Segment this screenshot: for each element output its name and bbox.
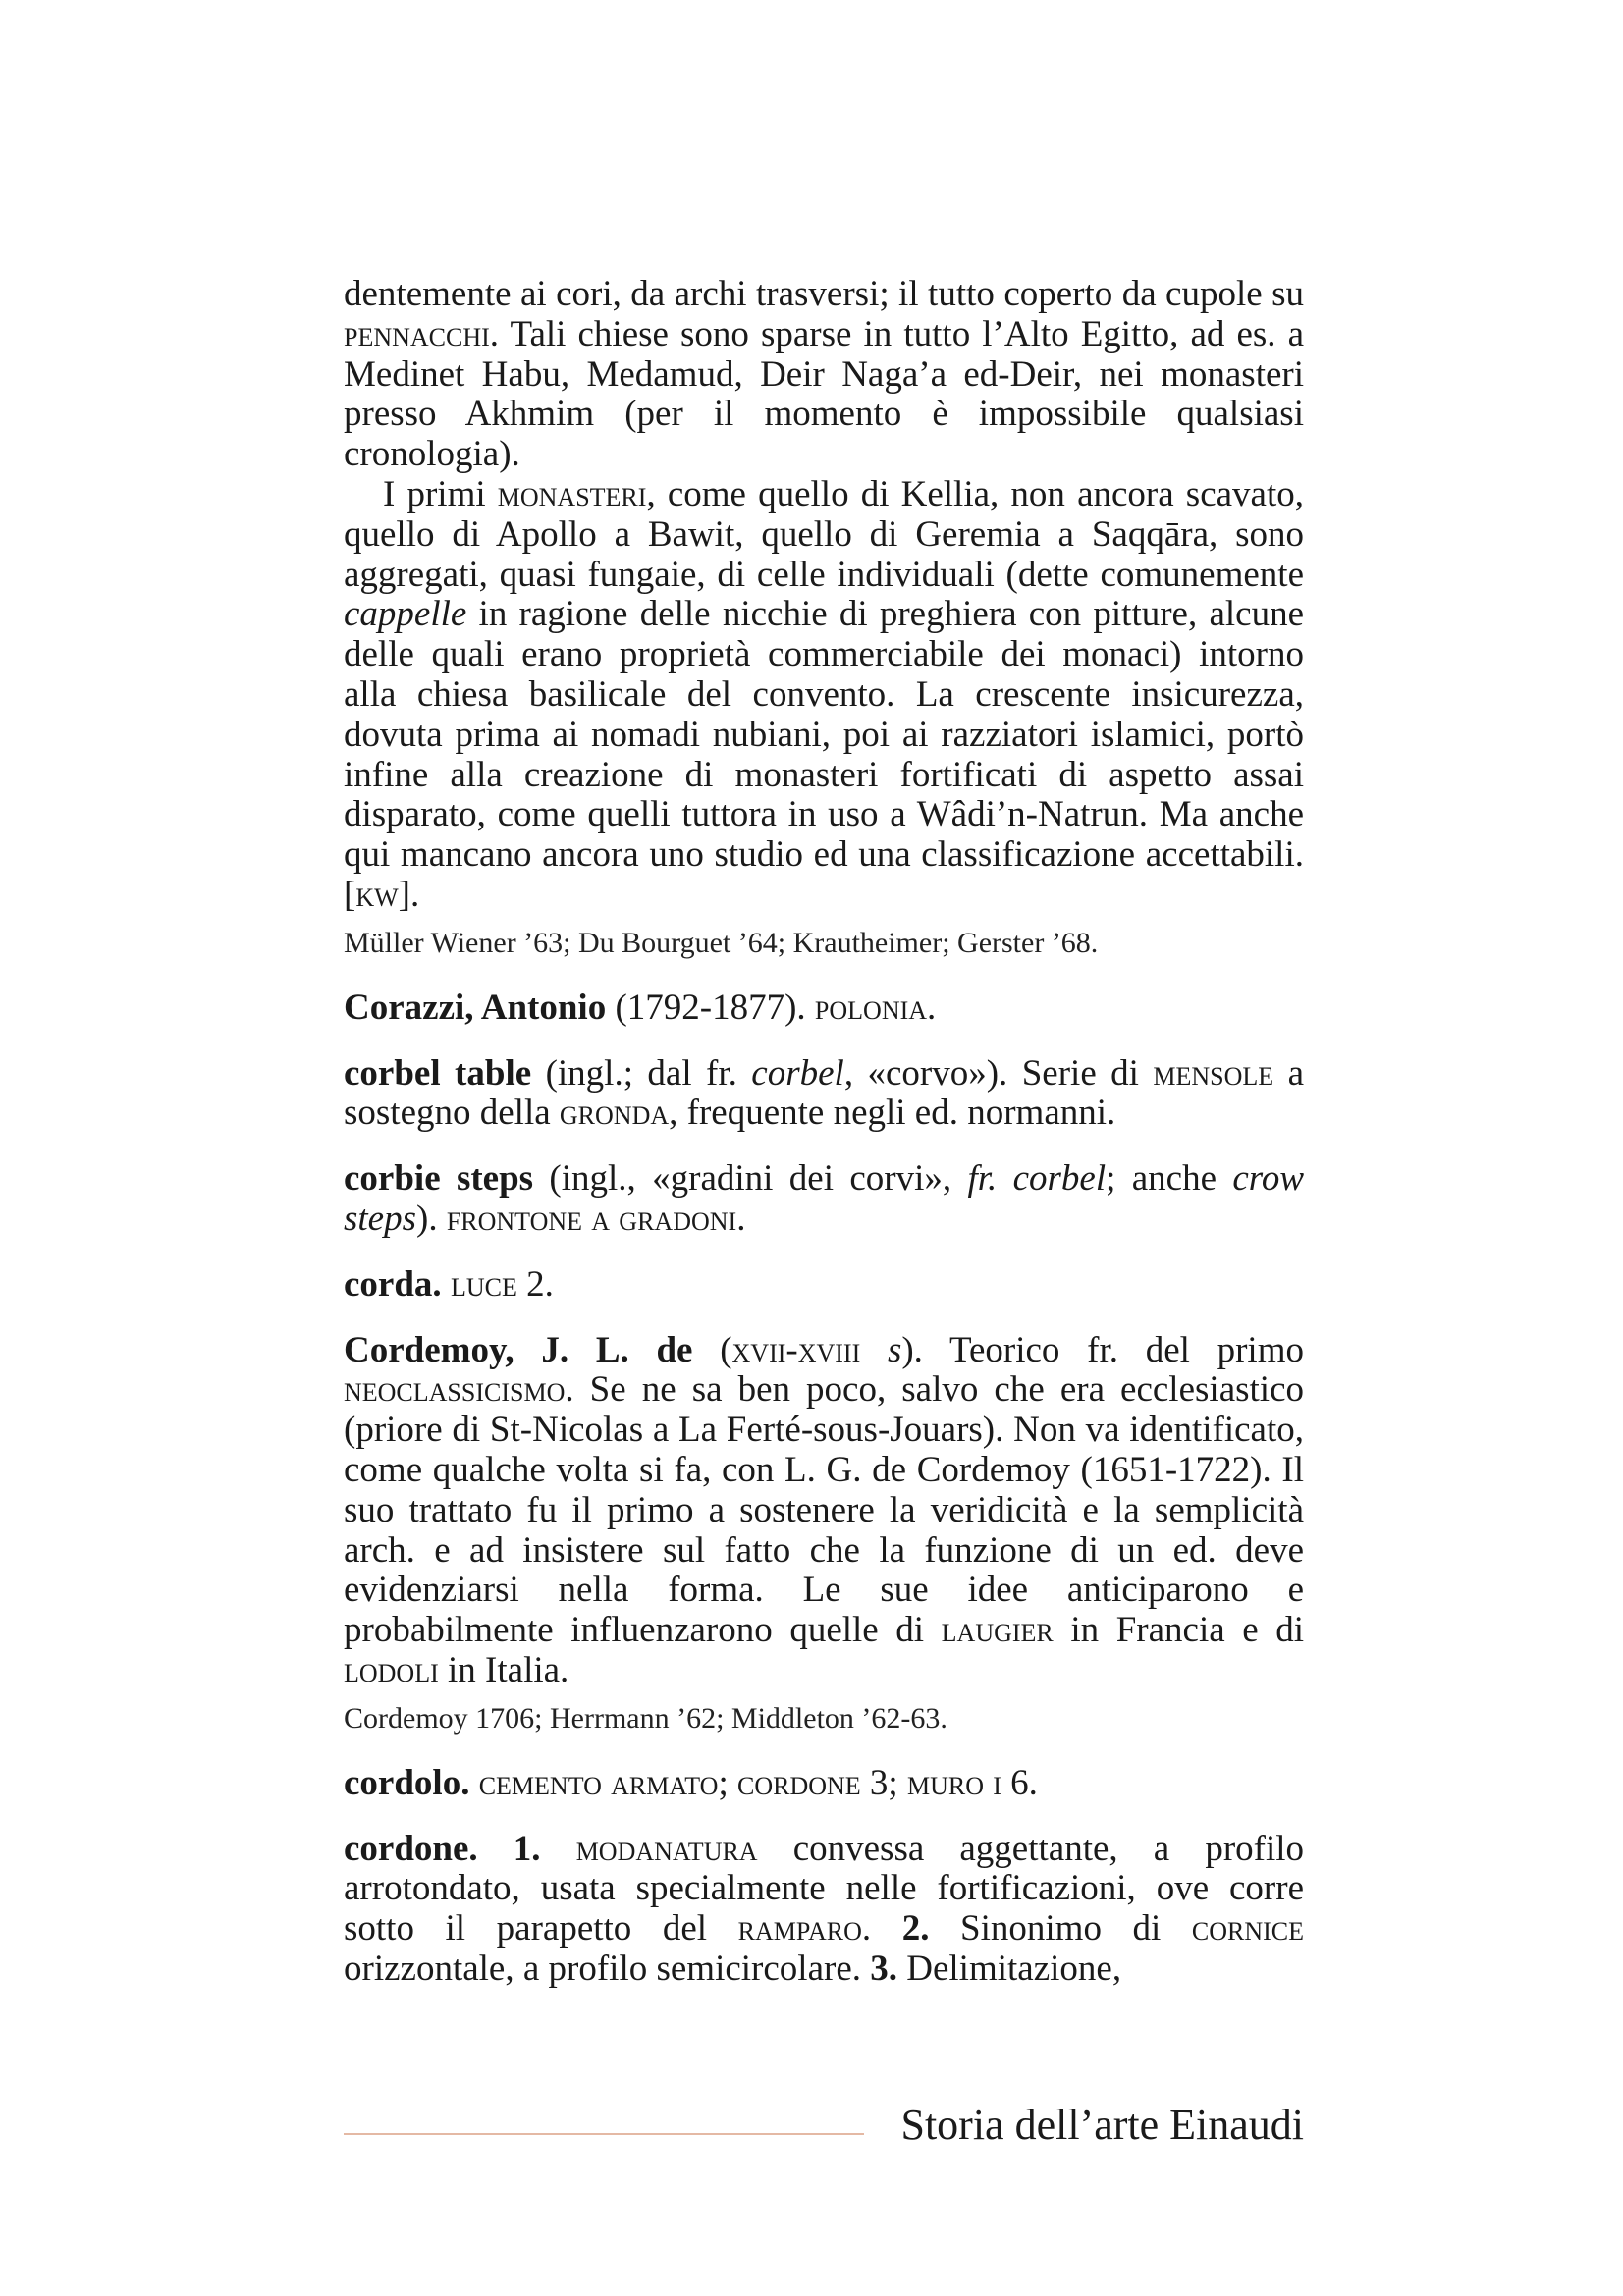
entry-dates: (1792-1877). <box>606 987 815 1028</box>
cross-reference-frontone: frontone a gradoni <box>446 1198 737 1239</box>
entry-corda <box>344 1265 1304 1306</box>
page-body <box>344 275 1304 1990</box>
cross-reference-laugier: laugier <box>941 1610 1054 1651</box>
entry-cordone <box>344 1830 1304 1990</box>
entry-headword: cordolo. <box>344 1762 470 1803</box>
entry-corbie-steps <box>344 1159 1304 1240</box>
entry-text: ). <box>416 1198 447 1239</box>
cross-reference-polonia: polonia <box>814 987 928 1028</box>
author-initials: kw <box>355 874 399 915</box>
sense-number: 3. <box>870 1948 897 1989</box>
paragraph-text: I primi <box>383 473 498 514</box>
entry-text: orizzontale, a profilo semicircolare. <box>344 1948 871 1989</box>
entry-text: ( <box>692 1329 732 1370</box>
cross-reference-cornice: cornice <box>1191 1908 1305 1949</box>
sense-number: 1. <box>477 1828 541 1869</box>
entry-text <box>442 1264 451 1305</box>
entry-text: a sostegno della <box>344 1052 1304 1134</box>
italic-term: fr. <box>967 1158 998 1200</box>
entry-text: (ingl., «gradini dei corvi», <box>533 1158 968 1200</box>
cross-reference-mensole: mensole <box>1153 1052 1274 1094</box>
entry-text: Sinonimo di <box>929 1908 1192 1949</box>
entry-corazzi <box>344 988 1304 1029</box>
entry-text <box>469 1763 478 1803</box>
entry-headword: Corazzi, Antonio <box>344 987 607 1028</box>
paragraph-text: , come quello di Kellia, non ancora scavato, quello di Apollo a Bawit, quello di Geremia a Saqqāra, sono aggregati, quasi fungaie, di celle individuali (dette comunemente <box>344 473 1304 595</box>
paragraph-text: ]. <box>398 874 420 915</box>
entry-headword: Cordemoy, J. L. de <box>344 1329 693 1370</box>
paragraph-text: . Tali chiese sono sparse in tutto l’Alto Egitto, ad es. a Medinet Habu, Medamud, Deir Naga’a ed-Deir, nei monasteri presso Akhmim (per il momento è impossibile qualsiasi cronologia). <box>344 313 1304 475</box>
entry-text: . <box>736 1198 746 1239</box>
italic-term: s <box>887 1329 902 1370</box>
entry-text: ; anche <box>1106 1158 1233 1200</box>
entry-text: in Francia e di <box>1053 1610 1304 1651</box>
page-footer <box>344 2096 1304 2155</box>
cross-reference-neoclassicismo: neoclassicismo <box>344 1369 566 1411</box>
cross-reference-gronda: gronda <box>559 1093 670 1134</box>
entry-text: . <box>1028 1762 1038 1803</box>
bibliography-line: Müller Wiener ’63; Du Bourguet ’64; Krautheimer; Gerster ’68. <box>344 926 1099 959</box>
entry-text: ; <box>888 1762 907 1803</box>
paragraph-text: in ragione delle nicchie di preghiera con pitture, alcune delle quali erano proprietà commerciabile dei monaci) intorno alla chiesa basilicale del convento. La crescente insicurezza, dovuta prima ai nomadi nubiani, poi ai razziatori islamici, portò infine alla creazione di monasteri fortificati di aspetto assai disparato, come quelli tuttora in uso a Wâdi’n-Natrun. Ma anche qui mancano ancora uno studio ed una classificazione accettabili. [ <box>344 594 1304 915</box>
italic-term: corbel <box>1012 1158 1107 1200</box>
entry-headword: corda. <box>344 1263 442 1305</box>
entry-text: in Italia. <box>438 1649 569 1690</box>
sense-number: 2. <box>901 1908 930 1949</box>
entry-cordemoy <box>344 1331 1304 1691</box>
entry-text: , «corvo»). Serie di <box>843 1052 1154 1094</box>
italic-term: corbel <box>751 1052 844 1094</box>
entry-cordolo <box>344 1764 1304 1804</box>
paragraph-text: dentemente ai cori, da archi trasversi; il tutto coperto da cupole su <box>344 274 1304 314</box>
century-label: xvii-xviii <box>731 1329 861 1370</box>
cross-reference-ramparo: ramparo <box>737 1908 862 1949</box>
continuation-paragraph-1 <box>344 275 1304 475</box>
entry-headword: corbie steps <box>344 1158 534 1200</box>
cross-reference-cordone: cordone 3 <box>737 1762 889 1803</box>
entry-text: convessa aggettante, a profilo arrotondato, usata specialmente nelle fortificazioni, ove corre sotto il parapetto del <box>344 1828 1305 1949</box>
entry-text: (ingl.; dal fr. <box>531 1052 752 1094</box>
cross-reference-muro: muro i 6 <box>906 1762 1029 1803</box>
italic-term: crow steps <box>344 1158 1305 1239</box>
bibliography-line: Cordemoy 1706; Herrmann ’62; Middleton ’62-63. <box>344 1701 947 1735</box>
entry-text: . <box>544 1263 554 1305</box>
footer-title: Storia dell’arte Einaudi <box>900 2101 1304 2149</box>
entry-corbel-table <box>344 1054 1304 1135</box>
cross-reference-pennacchi: pennacchi <box>344 313 490 354</box>
entry-text: . Se ne sa ben poco, salvo che era ecclesiastico (priore di St-Nicolas a La Ferté-sous-Jouars). Non va identificato, come qualche volta si fa, con L. G. de Cordemoy (1651-1722). Il suo trattato fu il primo a sostenere la veridicità e la semplicità arch. e ad insistere sul fatto che la funzione di un ed. deve evidenziarsi nella forma. Le sue idee anticiparono e probabilmente influenzarono quelle di <box>344 1369 1304 1651</box>
entry-text: ; <box>718 1762 737 1803</box>
cross-reference-monasteri: monasteri <box>497 473 647 514</box>
footer-divider <box>344 2133 864 2135</box>
cross-reference-luce: luce 2 <box>450 1263 545 1305</box>
entry-text: ). Teorico fr. del primo <box>901 1329 1304 1370</box>
entry-text: . <box>861 1908 902 1949</box>
entry-text: . <box>927 987 937 1028</box>
entry-text <box>541 1829 576 1869</box>
entry-text <box>997 1158 1012 1199</box>
entry-text: Delimitazione, <box>897 1948 1122 1989</box>
entry-headword: corbel table <box>344 1052 532 1094</box>
continuation-paragraph-2 <box>344 475 1304 916</box>
entry-headword: cordone. <box>344 1828 478 1869</box>
cross-reference-cemento-armato: cemento armato <box>478 1762 719 1803</box>
cross-reference-modanatura: modanatura <box>575 1828 758 1869</box>
cross-reference-lodoli: lodoli <box>344 1649 439 1690</box>
entry-text: , frequente negli ed. normanni. <box>669 1093 1116 1134</box>
entry-text <box>860 1330 888 1370</box>
italic-term-cappelle: cappelle <box>344 594 467 635</box>
